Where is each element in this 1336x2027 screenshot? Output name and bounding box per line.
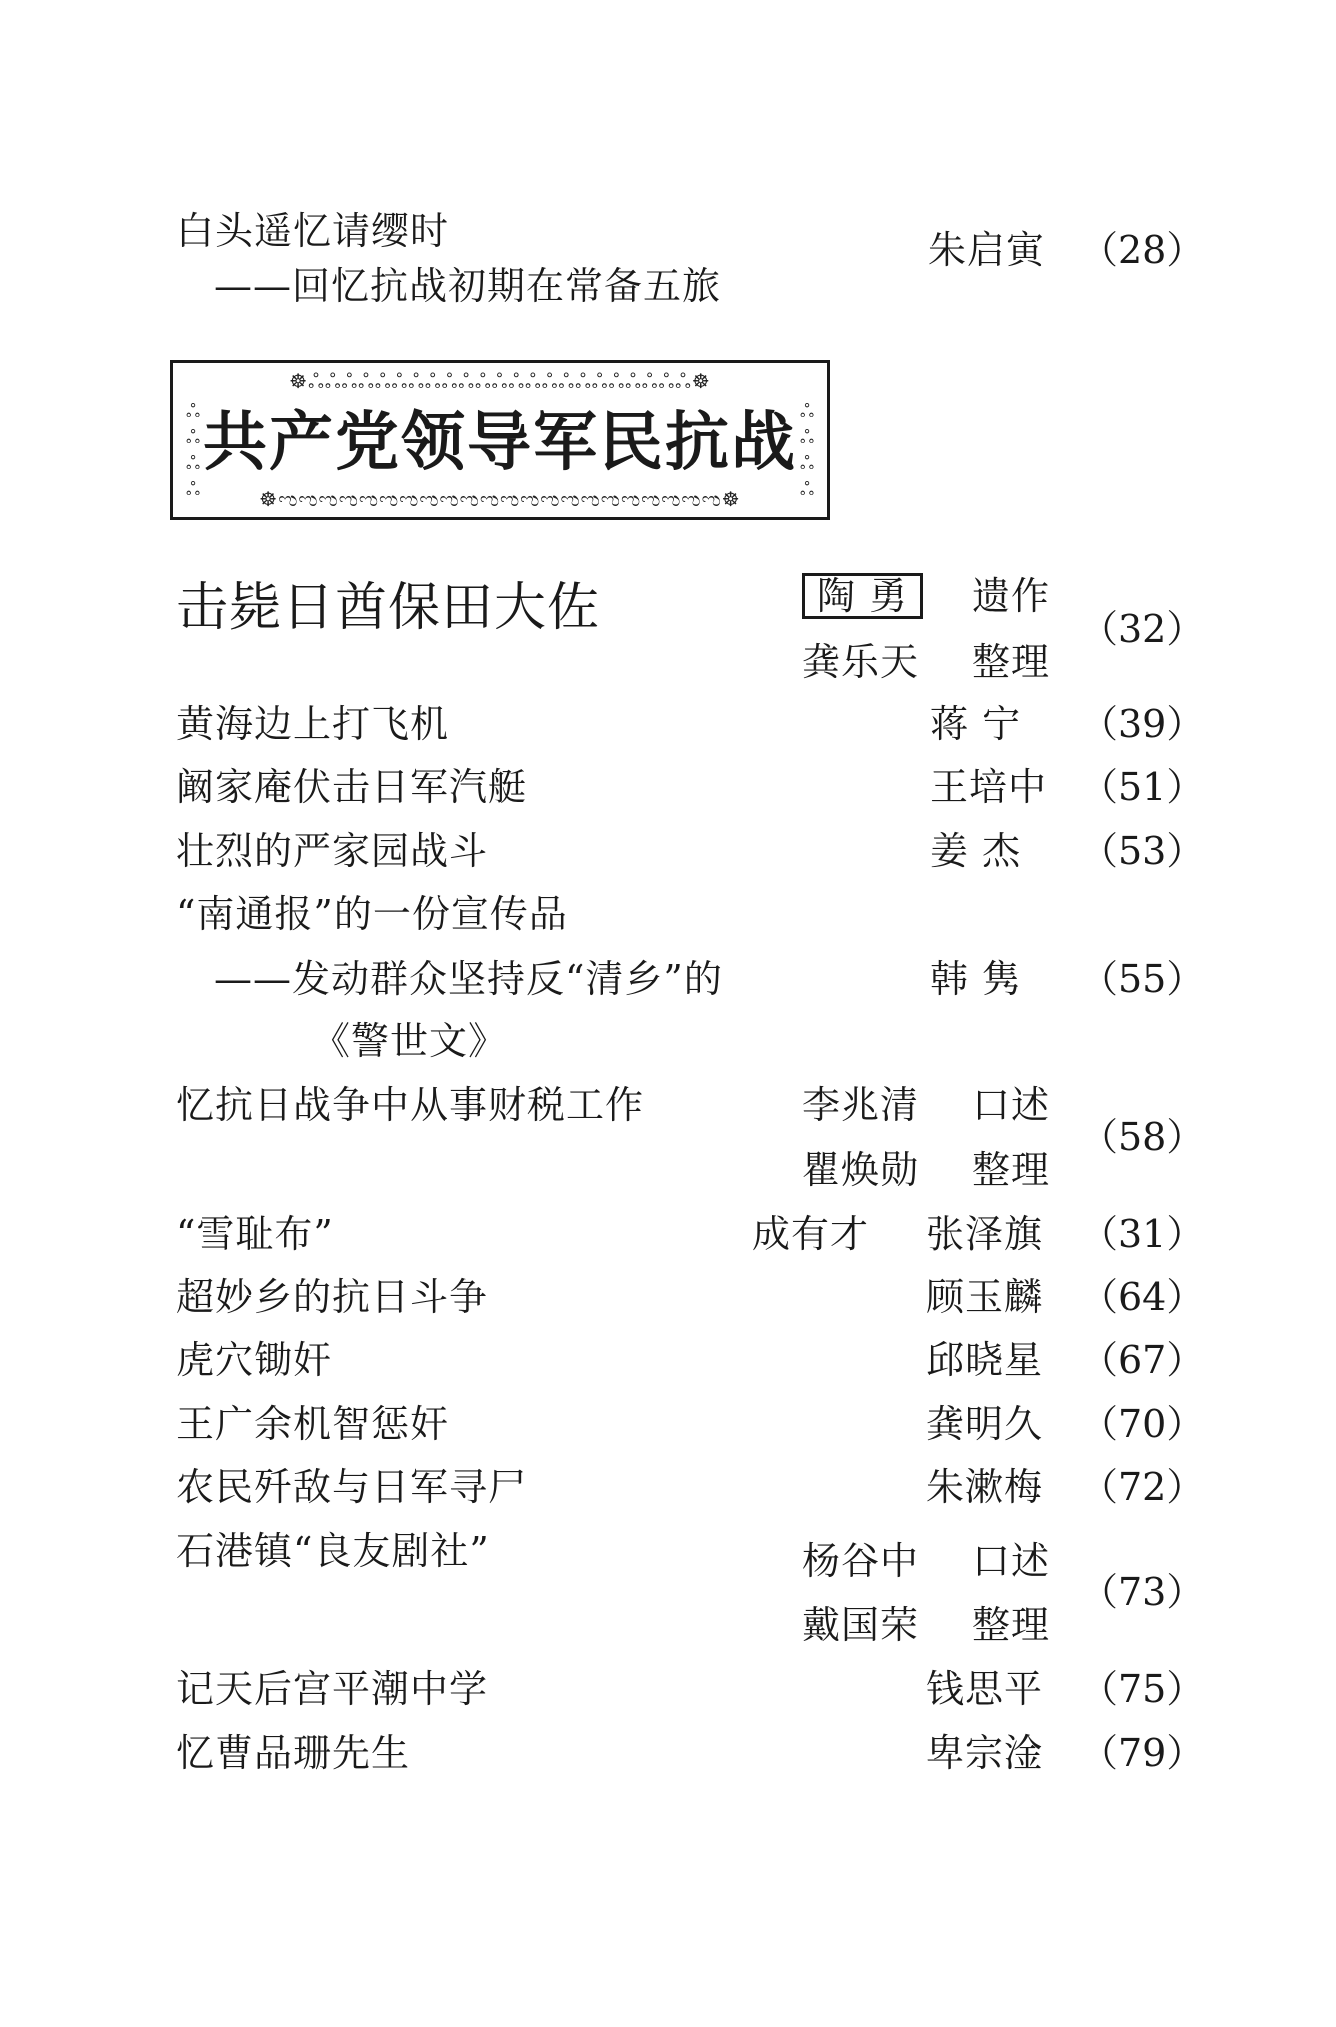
entry-subtitle: 《警世文》 [312, 1019, 508, 1063]
entry-title: 阚家庵伏击日军汽艇 [176, 765, 528, 809]
entry-author: 戴国荣 [802, 1603, 920, 1647]
entry-subtitle: ——发动群众坚持反“清乡”的 [214, 957, 723, 1001]
entry-author: 邱晓星 [926, 1338, 1044, 1382]
entry-author: 钱思平 [926, 1667, 1044, 1711]
entry-page: （55） [1080, 957, 1205, 1001]
entry-author: 杨谷中 [802, 1539, 920, 1583]
entry-title: 击毙日酋保田大佐 [176, 578, 601, 638]
entry-title: 虎穴锄奸 [176, 1338, 333, 1382]
entry-page: （28） [1080, 228, 1205, 272]
ornament-border-top: ☸ஃஃஃஃஃஃஃஃஃஃஃஃஃஃஃஃஃஃஃஃஃஃஃ☸ [289, 369, 711, 393]
entry-page: （70） [1080, 1402, 1205, 1446]
entry-title: 忆曹品珊先生 [176, 1731, 411, 1775]
entry-author: 顾玉麟 [926, 1275, 1044, 1319]
entry-author-role: 整理 [972, 1148, 1051, 1192]
entry-author: 朱启寅 [928, 228, 1046, 272]
entry-author-role: 整理 [972, 1603, 1051, 1647]
entry-author-role: 整理 [972, 640, 1051, 684]
entry-title: 记天后宫平潮中学 [176, 1667, 489, 1711]
memorial-box: 陶 勇 [802, 573, 923, 619]
entry-title: 超妙乡的抗日斗争 [176, 1275, 489, 1319]
entry-page: （67） [1080, 1338, 1205, 1382]
entry-author: 龚明久 [926, 1402, 1044, 1446]
ornament-border-left: ஃஃஃஃ [185, 401, 201, 500]
entry-author: 成有才 [752, 1212, 870, 1256]
section-banner [170, 360, 830, 520]
entry-title: 王广余机智惩奸 [176, 1402, 450, 1446]
entry-title: 石港镇“良友剧社” [176, 1529, 490, 1573]
entry-page: （31） [1080, 1212, 1205, 1256]
entry-author: 蒋 宁 [930, 702, 1022, 746]
entry-title: 壮烈的严家园战斗 [176, 829, 489, 873]
entry-author: 卑宗淦 [926, 1731, 1044, 1775]
entry-subtitle: ——回忆抗战初期在常备五旅 [214, 264, 722, 308]
entry-author: 瞿焕勋 [802, 1148, 920, 1192]
entry-author-boxed [802, 572, 923, 620]
ornament-border-right: ஃஃஃஃ [799, 401, 815, 500]
entry-title: 黄海边上打飞机 [176, 702, 450, 746]
entry-page: （73） [1080, 1570, 1205, 1614]
entry-author: 王培中 [930, 765, 1048, 809]
entry-author-role: 口述 [972, 1539, 1051, 1583]
entry-page: （32） [1080, 607, 1205, 651]
entry-author: 李兆清 [802, 1083, 920, 1127]
entry-author: 朱漱梅 [926, 1465, 1044, 1509]
entry-page: （75） [1080, 1667, 1205, 1711]
section-title: 共产党领导军民抗战 [203, 405, 797, 480]
entry-page: （58） [1080, 1115, 1205, 1159]
entry-author: 张泽旗 [926, 1212, 1044, 1256]
entry-author-role: 口述 [972, 1083, 1051, 1127]
entry-page: （53） [1080, 829, 1205, 873]
entry-author: 龚乐天 [802, 640, 920, 684]
entry-page: （79） [1080, 1731, 1205, 1775]
entry-title: 忆抗日战争中从事财税工作 [176, 1083, 645, 1127]
entry-page: （51） [1080, 765, 1205, 809]
entry-author: 韩 隽 [930, 957, 1022, 1001]
ornament-border-bottom: ☸ಌಌಌಌಌಌಌಌಌಌಌಌಌಌಌಌಌಌಌಌಌಌ☸ [259, 487, 741, 511]
entry-title: “雪耻布” [176, 1212, 334, 1256]
entry-title: 白头遥忆请缨时 [176, 209, 450, 253]
entry-title: 农民歼敌与日军寻尸 [176, 1465, 528, 1509]
entry-page: （64） [1080, 1275, 1205, 1319]
entry-title: “南通报”的一份宣传品 [176, 892, 568, 936]
entry-page: （72） [1080, 1465, 1205, 1509]
entry-author: 姜 杰 [930, 829, 1022, 873]
entry-author-role: 遗作 [972, 574, 1051, 618]
entry-page: （39） [1080, 702, 1205, 746]
